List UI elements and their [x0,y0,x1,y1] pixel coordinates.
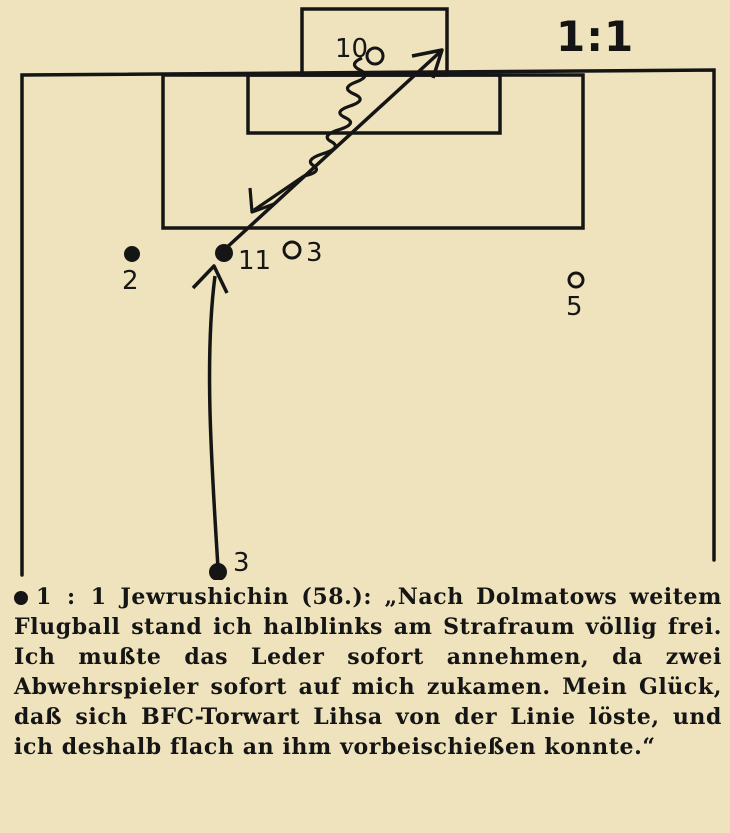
marker-player-2 [124,246,140,262]
pitch-boundary [22,70,714,578]
caption-quote: „Nach Dolmatows weitem Flugball stand ich halblinks am Strafraum völlig frei. Ich mußte das Leder sofort annehmen, da zwei Abwehrspieler sofort auf mich zukamen. Mein Glück, daß sich BFC-Torwart Lihsa von der Linie löste, und ich deshalb flach an ihm vorbeischießen konnte.“ [14,584,722,760]
pass-arrowhead [193,266,227,293]
player-label-11: 11 [238,246,272,276]
caption-text [14,582,722,762]
penalty-area [163,75,583,228]
caption-minute: (58.): [301,584,373,610]
ball-icon [14,591,28,605]
marker-player-3-defense [284,242,300,258]
player-label-2: 2 [122,266,139,296]
player-label-5: 5 [566,292,583,322]
pass-arrow [210,276,218,568]
marker-player-10 [367,48,383,64]
player-label-10: 10 [335,34,369,64]
marker-player-11 [215,244,233,262]
player-label-3-attack: 3 [233,548,250,578]
caption-score: 1 : 1 [36,584,109,610]
goal-area [248,75,500,133]
player-label-3-defense: 3 [306,238,323,268]
marker-player-5 [569,273,583,287]
marker-player-3-attack [209,563,227,580]
caption-scorer: Jewrushichin [120,584,290,610]
score-label: 1:1 [556,12,635,61]
